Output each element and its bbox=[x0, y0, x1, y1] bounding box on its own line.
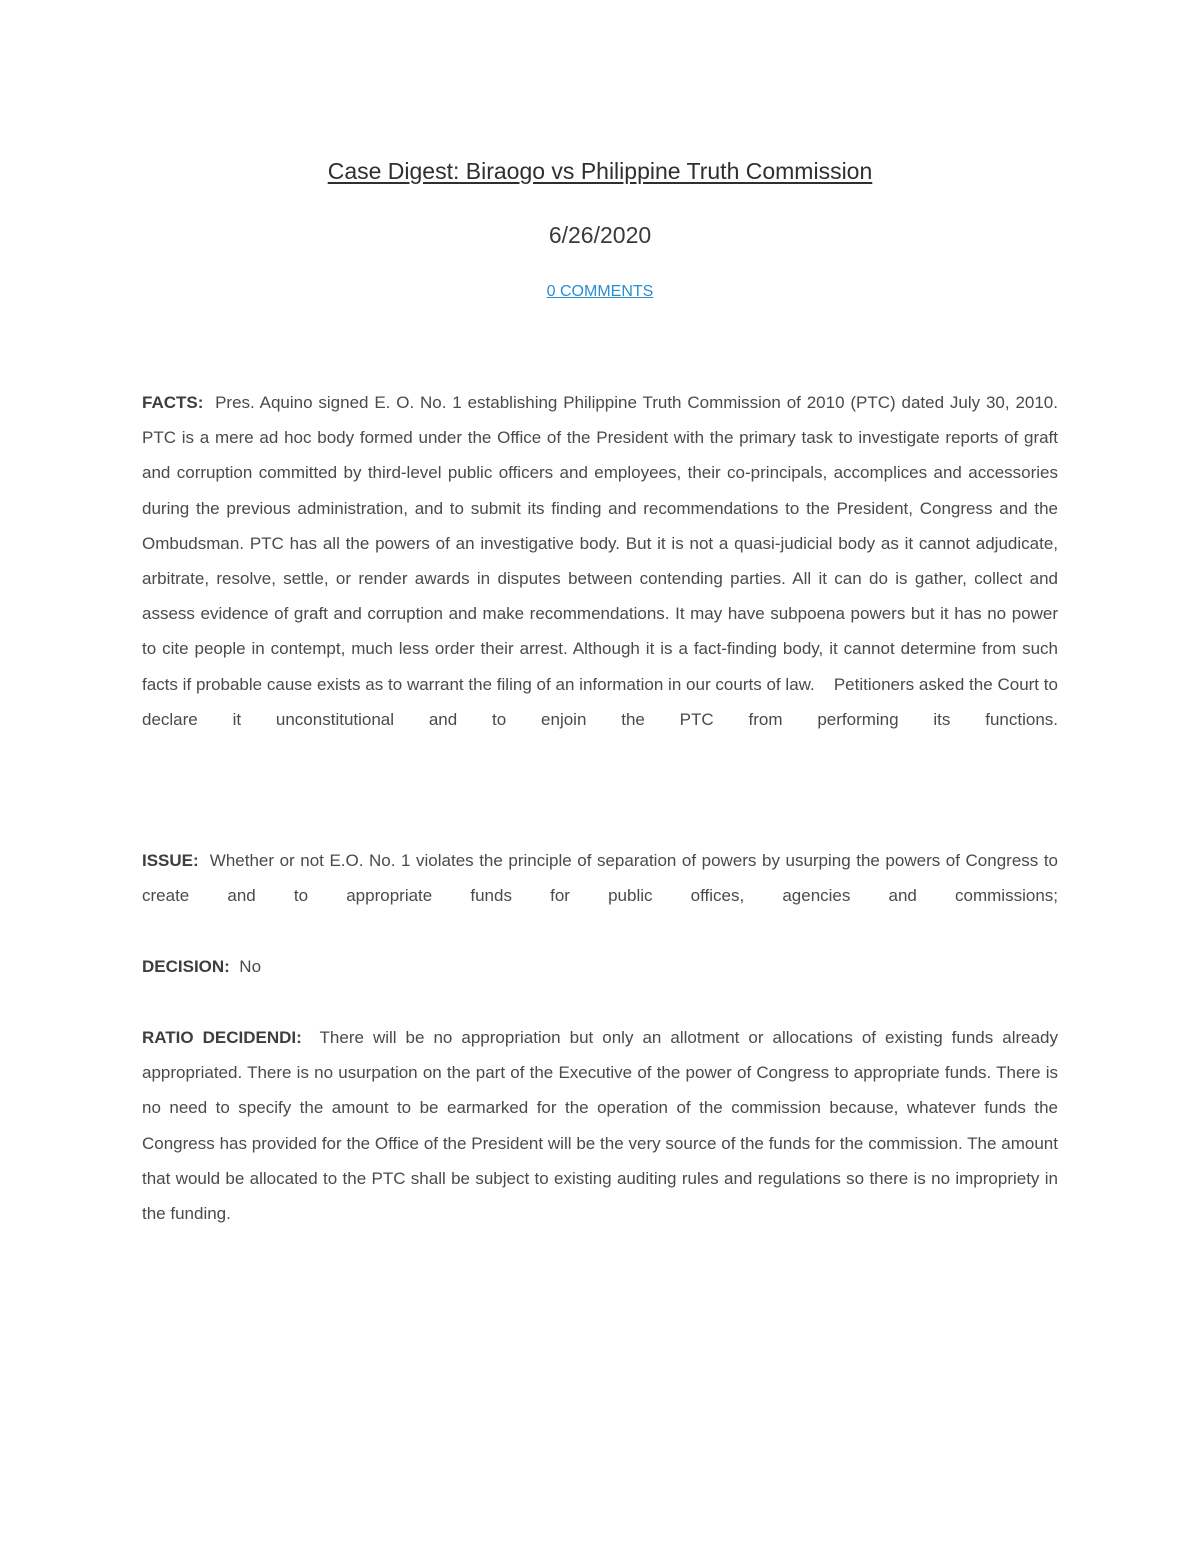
post-date: 6/26/2020 bbox=[548, 222, 652, 248]
ratio-text: There will be no appropriation but only an allotment or allocations of existing funds already appropriated. There is no usurpation on the part of the Executive of the power of Congress to appropriate funds. There is no need to specify the amount to be earmarked for the operation of the commission because, whatever funds the Congress has provided for the Office of the President will be the very source of the funds for the commission. The amount that would be allocated to the PTC shall be subject to existing auditing rules and regulations so there is no impropriety in the funding. bbox=[142, 1028, 1059, 1224]
facts-paragraph bbox=[142, 385, 1077, 737]
ratio-label: RATIO DECIDENDI: bbox=[142, 1028, 302, 1047]
issue-paragraph bbox=[142, 843, 1058, 913]
ratio-paragraph bbox=[142, 1020, 1058, 1231]
facts-label: FACTS: bbox=[142, 393, 204, 412]
comments-container bbox=[0, 283, 1200, 301]
issue-text: Whether or not E.O. No. 1 violates the principle of separation of powers by usurping the powers of Congress to create and to appropriate funds for public offices, agencies and commissions; bbox=[142, 851, 1058, 906]
facts-text: Pres. Aquino signed E. O. No. 1 establishing Philippine Truth Commission of 2010 (PTC) dated July 30, 2010. PTC is a mere ad hoc body formed under the Office of the President with the primary task to investigate reports of graft and corruption committed by third-level public officers and employees, their co-principals, accomplices and accessories during the previous administration, and to submit its finding and recommendations to the President, Congress and the Ombudsman. PTC has all the powers of an investigative body. But it is not a quasi-judicial body as it cannot adjudicate, arbitrate, resolve, settle, or render awards in disputes between contending parties. All it can do is gather, collect and assess evidence of graft and corruption and make recommendations. It may have subpoena powers but it has no power to cite people in contempt, much less order their arrest. Although it is a fact-finding body, it cannot determine from such facts if probable cause exists as to warrant the filing of an information in our courts of law. Petitioners asked the Court to declare it unconstitutional and to enjoin the PTC from performing its functions. bbox=[142, 393, 1077, 729]
comments-link[interactable]: 0 COMMENTS bbox=[546, 283, 654, 300]
decision-paragraph bbox=[142, 949, 1058, 984]
decision-label: DECISION: bbox=[142, 957, 230, 976]
decision-text: No bbox=[239, 957, 262, 976]
issue-label: ISSUE: bbox=[142, 851, 199, 870]
page-title: Case Digest: Biraogo vs Philippine Truth Commission bbox=[327, 158, 873, 184]
